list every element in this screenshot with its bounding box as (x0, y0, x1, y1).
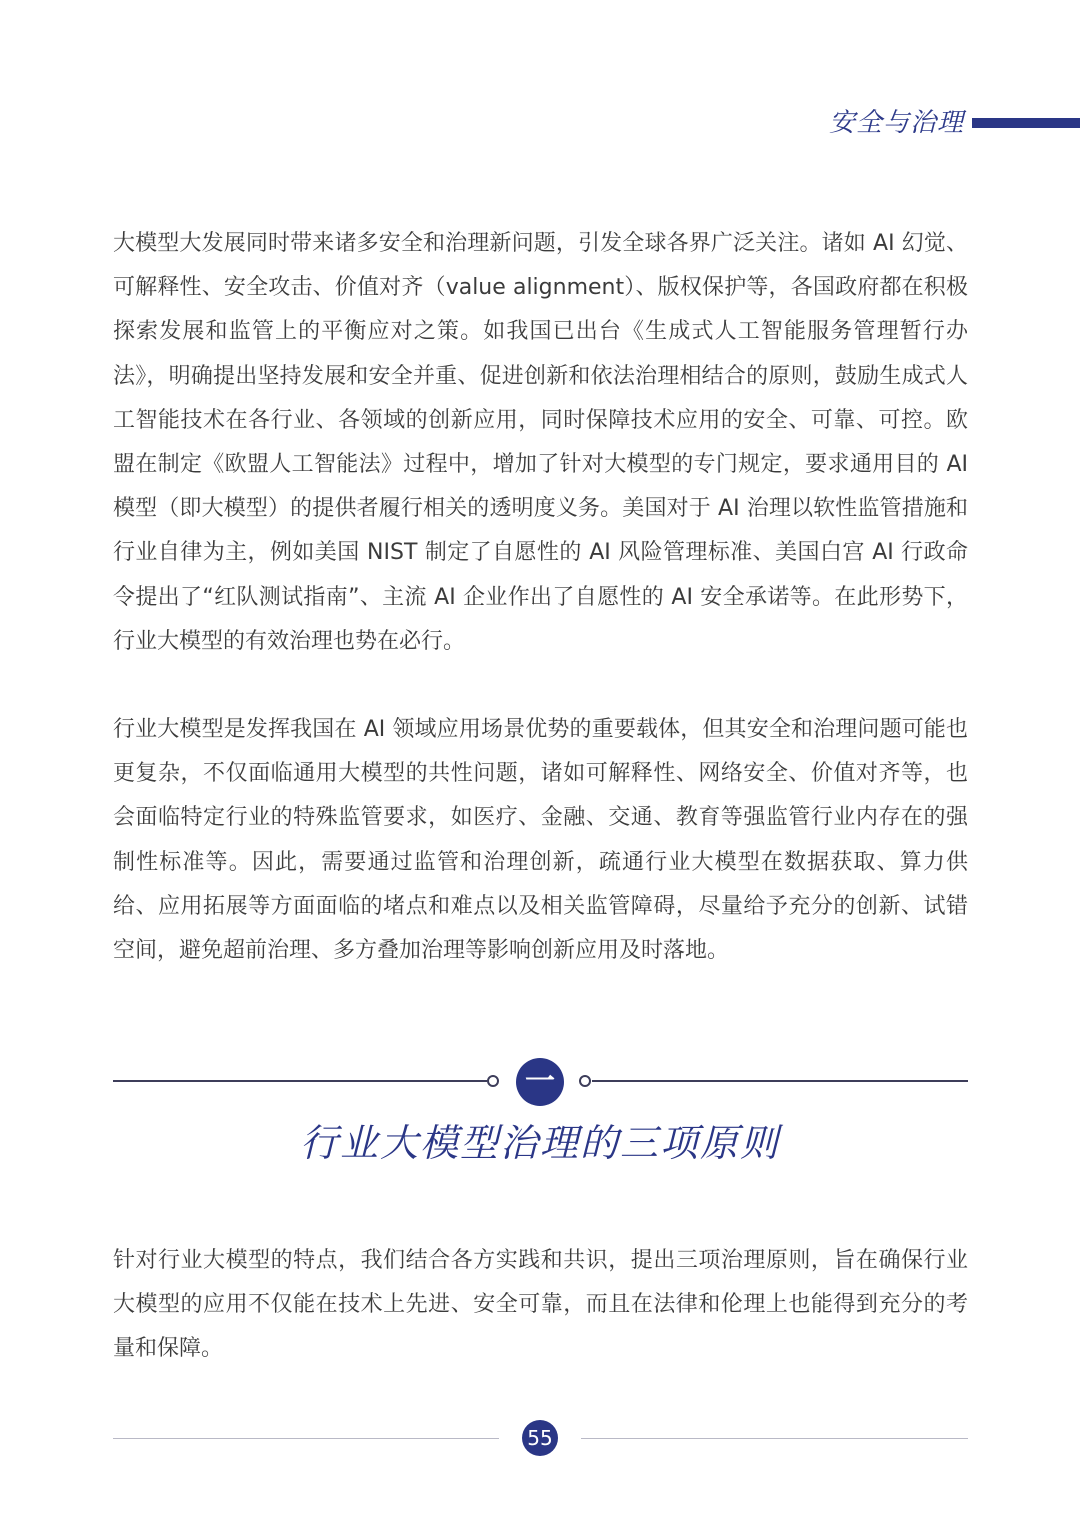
section-number-badge: 一 (516, 1058, 564, 1106)
section-intro-paragraph: 针对行业大模型的特点，我们结合各方实践和共识，提出三项治理原则，旨在确保行业大模型的应用不仅能在技术上先进、安全可靠，而且在法律和伦理上也能得到充分的考量和保障。 (113, 1248, 968, 1362)
section-title: 行业大模型治理的三项原则 (299, 1121, 780, 1165)
page-header (829, 100, 1080, 140)
header-title: 安全与治理 (828, 107, 964, 138)
divider-dot-right (579, 1075, 591, 1087)
divider-dot-left (487, 1075, 499, 1087)
footer-line-right (581, 1438, 968, 1439)
page-footer (113, 1420, 968, 1458)
body-paragraph-2: 行业大模型是发挥我国在 AI 领域应用场景优势的重要载体，但其安全和治理问题可能也更复杂，不仅面临通用大模型的共性问题，诸如可解释性、网络安全、价值对齐等，也会面临特定行业的特殊监管要求，如医疗、金融、交通、教育等强监管行业内存在的强制性标准等。因此，需要通过监管和治理创新，疏通行业大模型在数据获取、算力供给、应用拓展等方面面临的堵点和难点以及相关监管障碍，尽量给予充分的创新、试错空间，避免超前治理、多方叠加治理等影响创新应用及时落地。 (113, 717, 968, 964)
body-paragraph-1: 大模型大发展同时带来诸多安全和治理新问题，引发全球各界广泛关注。诸如 AI 幻觉、可解释性、安全攻击、价值对齐（value alignment）、版权保护等，各国政府都在积极探索发展和监管上的平衡应对之策。如我国已出台《生成式人工智能服务管理暂行办法》，明确提出坚持发展和安全并重、促进创新和依法治理相结合的原则，鼓励生成式人工智能技术在各行业、各领域的创新应用，同时保障技术应用的安全、可靠、可控。欧盟在制定《欧盟人工智能法》过程中，增加了针对大模型的专门规定，要求通用目的 AI 模型（即大模型）的提供者履行相关的透明度义务。美国对于 AI 治理以软性监管措施和行业自律为主，例如美国 NIST 制定了自愿性的 AI 风险管理标准、美国白宫 AI 行政命令提出了“红队测试指南”、主流 AI 企业作出了自愿性的 AI 安全承诺等。在此形势下，行业大模型的有效治理也势在必行。 (113, 231, 968, 654)
page-number: 55 (522, 1420, 558, 1456)
section-divider (113, 1058, 968, 1104)
header-accent-bar (972, 118, 1080, 128)
divider-line-right (592, 1080, 968, 1082)
footer-line-left (113, 1438, 499, 1439)
divider-line-left (113, 1080, 487, 1082)
